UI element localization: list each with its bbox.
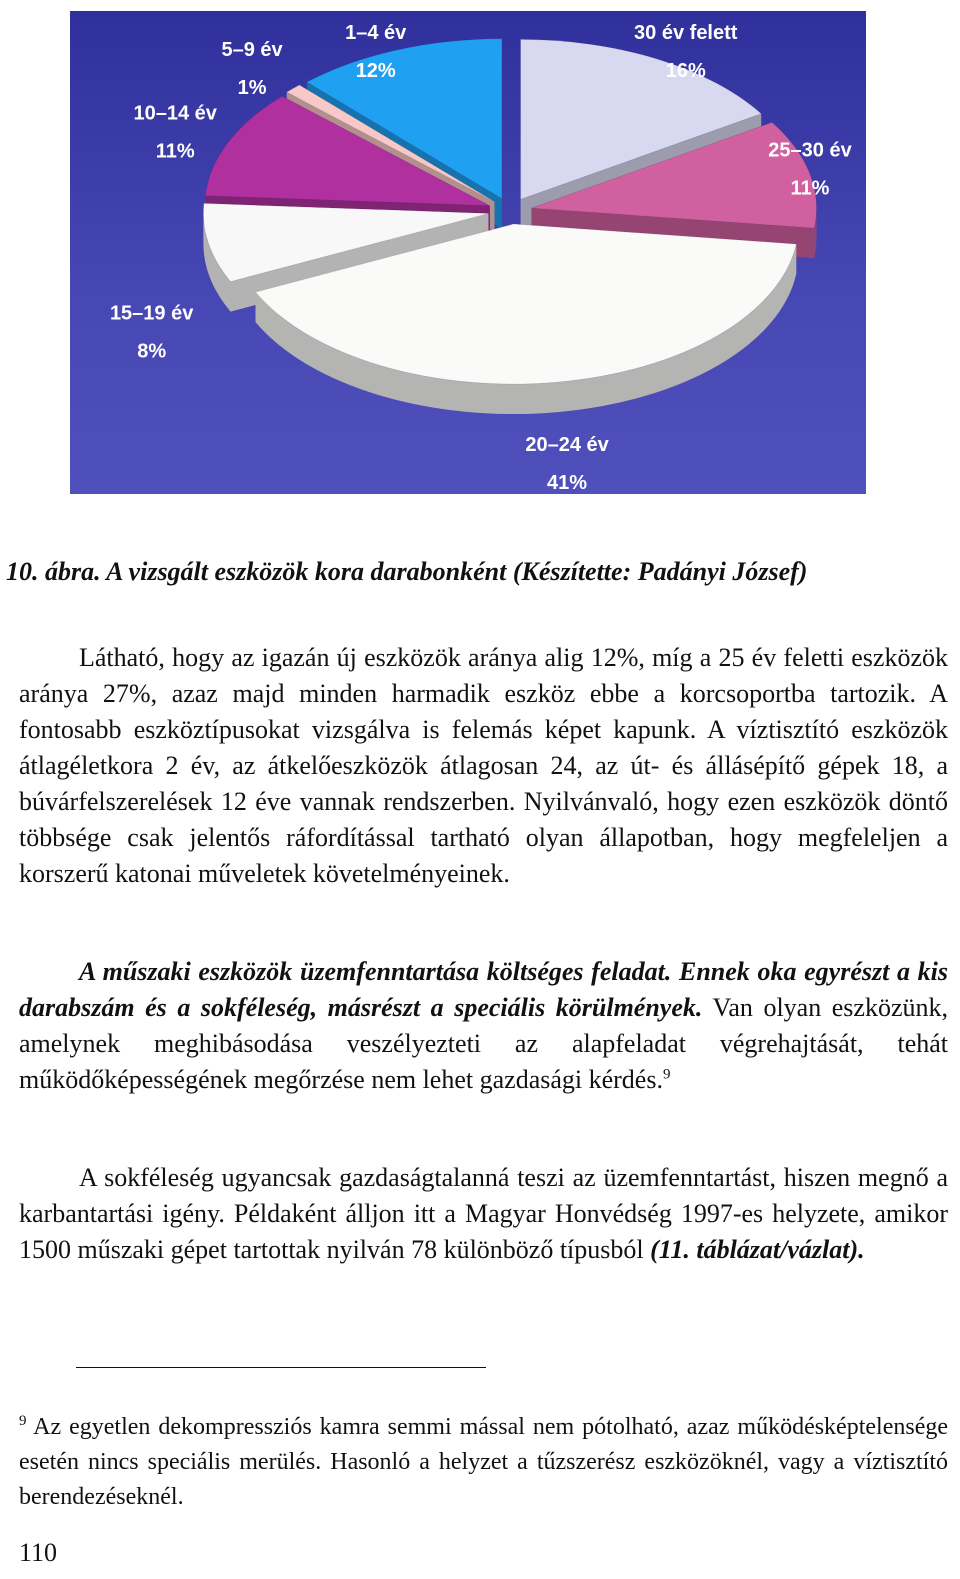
slice-label: 20–24 év	[525, 434, 609, 456]
slice-value-label: 11%	[155, 140, 195, 163]
paragraph-1-text: Látható, hogy az igazán új eszközök aránya alig 12%, míg a 25 év feletti eszközök aránya 27%, azaz majd minden harmadik eszköz ebbe a korcsoportba tartozik. A fontosabb eszköztípusokat vizsgálva is felemás képet kapunk. A víztisztító eszközök átlagéletkora 2 év, az átkelőeszközök átlagosan 24, az út- és állásépítő gépek 18, a búvárfelszerelések 12 éve vannak rendszerben. Nyilvánvaló, hogy ezen eszközök döntő többsége csak jelentős ráfordítással tartható olyan állapotban, hogy megfeleljen a korszerű katonai műveletek követelményeinek.	[19, 643, 948, 888]
slice-value-label: 11%	[790, 177, 830, 200]
paragraph-1	[19, 640, 948, 892]
paragraph-3-text: A sokféleség ugyancsak gazdaságtalanná teszi az üzemfenntartást, hiszen megnő a karbantartási igény. Példaként álljon itt a Magyar Honvédség 1997-es helyzete, amikor 1500 műszaki gépet tartottak nyilván 78 különböző típusból	[19, 1163, 948, 1264]
slice-label: 30 év felett	[634, 22, 738, 44]
slice-label: 10–14 év	[133, 102, 217, 125]
slice-value-label: 41%	[547, 472, 588, 494]
pie-chart-svg	[70, 11, 866, 494]
slice-label: 25–30 év	[768, 139, 852, 162]
slice-value-label: 8%	[137, 340, 167, 363]
footnote-ref: 9	[662, 1066, 671, 1083]
slice-value-label: 12%	[355, 60, 396, 82]
footnote	[19, 1410, 948, 1515]
slice-label: 1–4 év	[345, 22, 407, 44]
footnote-marker: 9	[19, 1413, 27, 1429]
paragraph-3	[19, 1160, 948, 1268]
figure-caption: 10. ábra. A vizsgált eszközök kora darabonként (Készítette: Padányi József)	[6, 557, 808, 586]
paragraph-2-text: Van olyan eszközünk, amelynek meghibásodása veszélyezteti az alapfeladat végrehajtását, tehát működőképességének megőrzése nem lehet gazdasági kérdés.	[19, 993, 949, 1094]
pie-chart	[70, 11, 866, 494]
footnote-text: Az egyetlen dekompressziós kamra semmi mással nem pótolható, azaz működésképtelensége esetén nincs speciális merülés. Hasonló a helyzet a tűzszerész eszközöknél, vagy a víztisztító berendezéseknél.	[19, 1414, 948, 1510]
slice-value-label: 1%	[237, 77, 267, 100]
table-reference: (11. táblázat/vázlat).	[650, 1235, 865, 1264]
slice-label: 15–19 év	[109, 302, 194, 325]
slice-value-label: 16%	[665, 60, 706, 82]
paragraph-2	[19, 954, 948, 1098]
paragraph-2-bold: A műszaki eszközök üzemfenntartása költséges feladat. Ennek oka egyrészt a kis darabszám és a sokféleség, másrészt a speciális körülmények.	[19, 957, 948, 1022]
slice-label: 5–9 év	[221, 39, 283, 62]
footnote-separator	[76, 1367, 486, 1368]
page-number: 110	[19, 1538, 58, 1567]
